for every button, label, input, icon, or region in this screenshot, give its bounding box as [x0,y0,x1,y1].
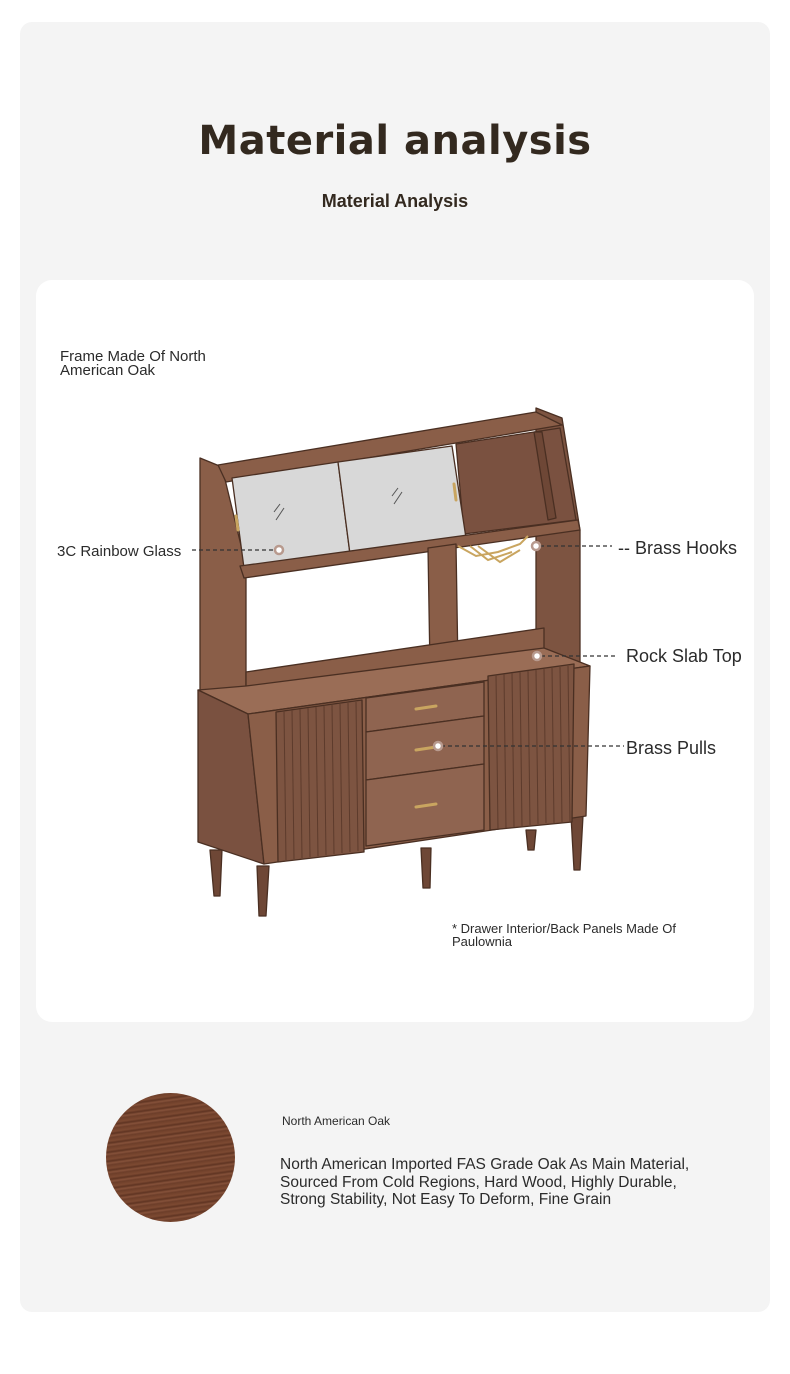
glass-dot [275,546,283,554]
pulls-dot [434,742,442,750]
leg-middle [421,848,431,888]
hutch-cubby [456,428,576,534]
rock-slab-callout: Rock Slab Top [626,646,742,666]
page-title: Material analysis [198,118,592,164]
frame-callout: Frame Made Of North American Oak [60,348,206,379]
rock-dot [533,652,541,660]
material-description: North American Imported FAS Grade Oak As Main Material, Sourced From Cold Regions, Hard Wood, Highly Durable, Strong Stability, Not Easy To Deform, Fine Grain [280,1156,690,1208]
leg-front-left [257,866,269,916]
drawer-note: * Drawer Interior/Back Panels Made Of Paulownia [452,921,676,949]
leg-front-right [571,816,583,870]
leg-back-right [526,830,536,850]
fluted-door-left [276,700,364,862]
material-name: North American Oak [282,1114,391,1128]
glass-callout: 3C Rainbow Glass [57,543,182,560]
page-subtitle: Material Analysis [321,191,469,211]
glass-pane-left [232,462,350,568]
pulls-callout: Brass Pulls [626,738,717,758]
oak-swatch [106,1093,235,1222]
hooks-dot [532,542,540,550]
hooks-callout: -- Brass Hooks [618,538,738,558]
leg-back-left [210,850,222,896]
